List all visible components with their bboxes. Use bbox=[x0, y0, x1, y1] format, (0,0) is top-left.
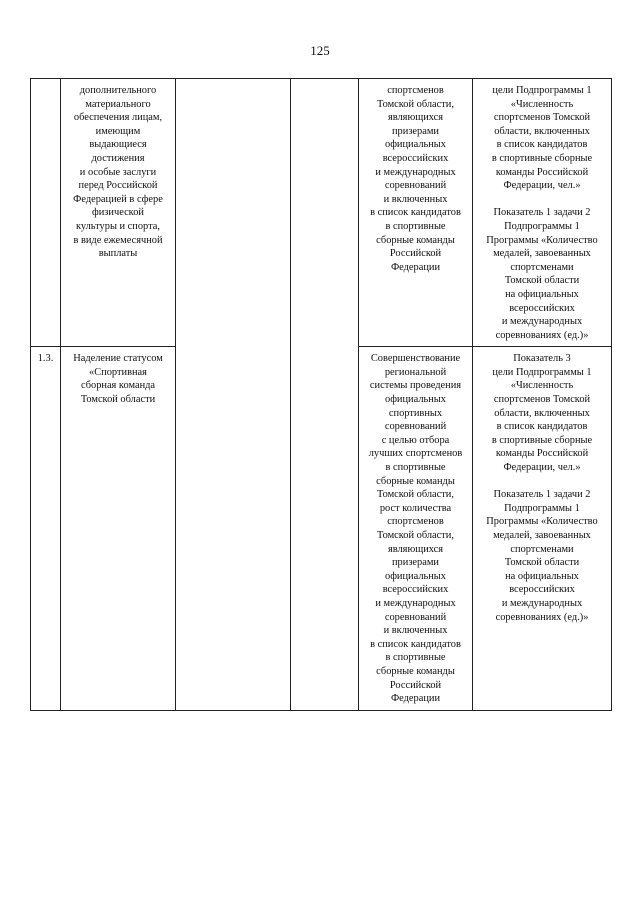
expected-result-cell: Совершенствование региональной системы проведения официальных спортивных соревнований с целью отбора лучших спортсменов в спортивные сборные команды Томской области, рост количества спортсменов Томской области, являющихся призерами официальных всероссийских и международных соревнований и включенных в список кандидатов в спортивные сборные команды Российской Федерации bbox=[359, 347, 473, 710]
measure-name-cell: Наделение статусом «Спортивная сборная команда Томской области bbox=[61, 347, 176, 710]
program-measures-table bbox=[30, 78, 612, 711]
empty-cell-col3 bbox=[176, 79, 291, 711]
empty-cell-col4 bbox=[291, 79, 359, 711]
row-number-cell bbox=[31, 79, 61, 347]
measure-name-cell: дополнительного материального обеспечения лицам, имеющим выдающиеся достижения и особые заслуги перед Российской Федерацией в сфере физической культуры и спорта, в виде ежемесячной выплаты bbox=[61, 79, 176, 347]
table-row bbox=[31, 79, 612, 347]
row-number-cell: 1.3. bbox=[31, 347, 61, 710]
indicator-cell: цели Подпрограммы 1 «Численность спортсменов Томской области, включенных в список кандидатов в спортивные сборные команды Российской Федерации, чел.» Показатель 1 задачи 2 Подпрограммы 1 Программы «Количество медалей, завоеванных спортсменами Томской области на официальных всероссийских и международных соревнованиях (ед.)» bbox=[473, 79, 612, 347]
indicator-cell: Показатель 3 цели Подпрограммы 1 «Численность спортсменов Томской области, включенных в список кандидатов в спортивные сборные команды Российской Федерации, чел.» Показатель 1 задачи 2 Подпрограммы 1 Программы «Количество медалей, завоеванных спортсменами Томской области на официальных всероссийских и международных соревнованиях (ед.)» bbox=[473, 347, 612, 710]
page-number: 125 bbox=[310, 43, 330, 58]
expected-result-cell: спортсменов Томской области, являющихся призерами официальных всероссийских и международных соревнований и включенных в список кандидатов в спортивные сборные команды Российской Федерации bbox=[359, 79, 473, 347]
